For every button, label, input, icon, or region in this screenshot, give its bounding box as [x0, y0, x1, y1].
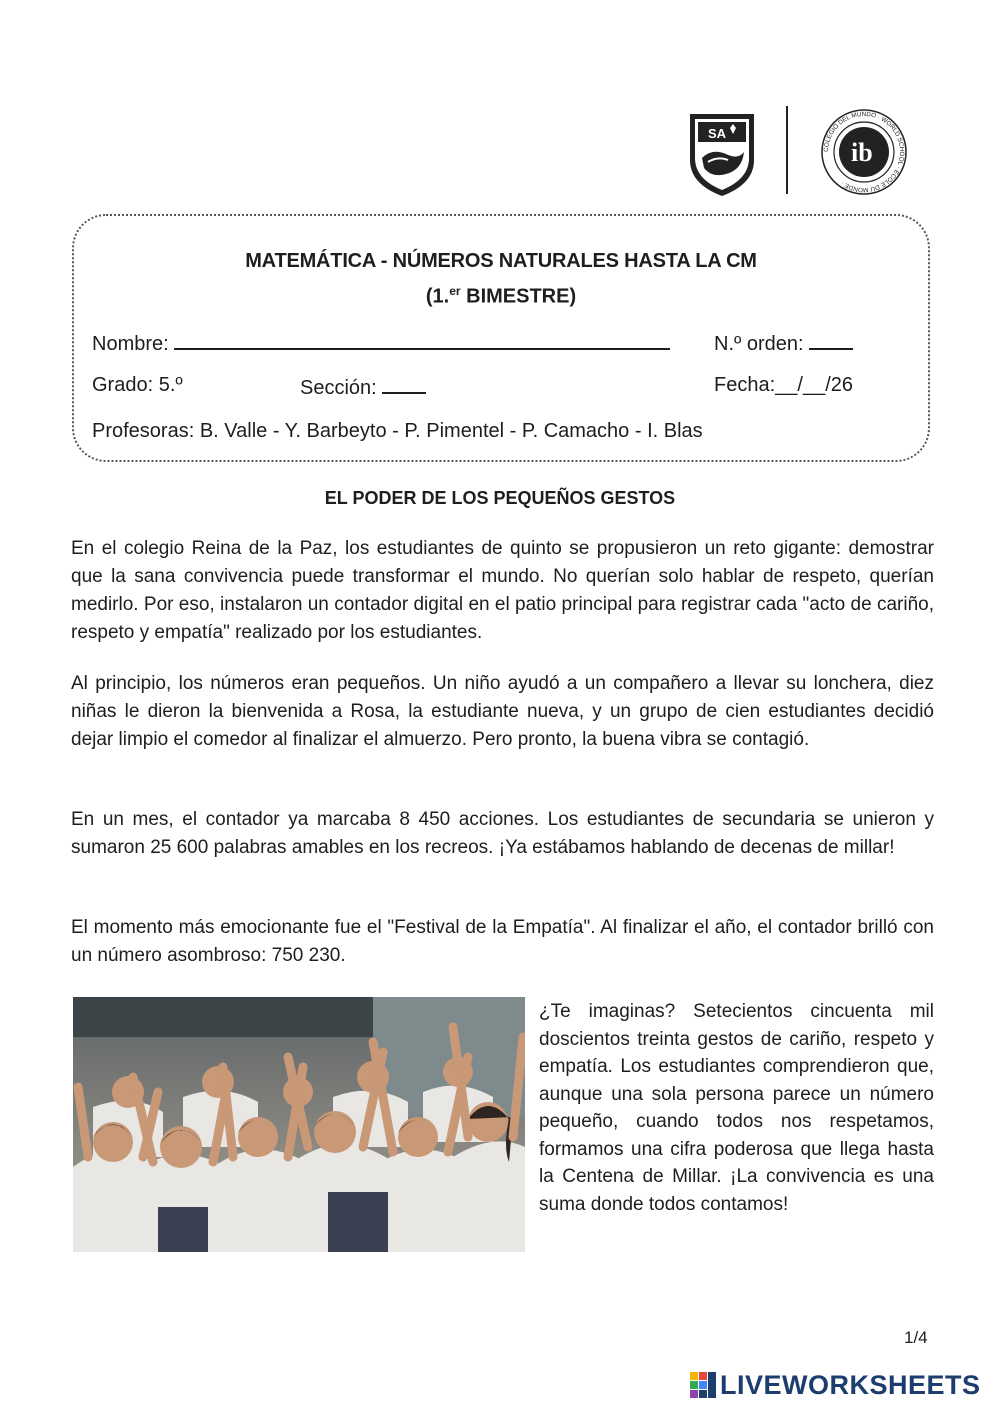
ib-world-school-logo [820, 108, 908, 196]
grade-label: Grado: 5.º [92, 374, 183, 396]
story-title: EL PODER DE LOS PEQUEÑOS GESTOS [324, 488, 676, 508]
svg-text:COLEGIO DEL MUNDO · WORLD SCHO: COLEGIO DEL MUNDO · WORLD SCHOOL · ÉCOLE DU MONDE · [822, 110, 906, 194]
worksheet-subtitle: (1.$^{er}$ BIMESTRE) [425, 284, 577, 308]
students-celebrating-photo [73, 997, 525, 1252]
order-input-line[interactable] [809, 330, 853, 350]
svg-text:SA: SA [708, 126, 727, 141]
teachers-line: Profesoras: B. Valle - Y. Barbeyto - P. Pimentel - P. Camacho - I. Blas [92, 420, 703, 442]
worksheet-title: MATEMÁTICA - NÚMEROS NATURALES HASTA LA CM [245, 250, 757, 272]
liveworksheets-logo-icon [690, 1372, 718, 1398]
section-field [300, 374, 426, 400]
section-label: Sección: [300, 377, 377, 399]
liveworksheets-brand[interactable] [690, 1370, 981, 1400]
section-input-line[interactable] [382, 374, 426, 394]
student-info-box [72, 214, 930, 462]
story-paragraph-4: El momento más emocionante fue el "Festival de la Empatía". Al finalizar el año, el contador brilló con un número asombroso: 750 230. [71, 917, 934, 966]
logo-separator [786, 106, 788, 194]
name-input-line[interactable] [174, 330, 670, 350]
order-label: N.º orden: [714, 333, 804, 355]
story-paragraph-2: Al principio, los números eran pequeños. Un niño ayudó a un compañero a llevar su lonchera, diez niñas le dieron la bienvenida a Rosa, la estudiante nueva, y un grupo de cien estudiantes decidió dejar limpio el comedor al finalizar el almuerzo. Pero pronto, la buena vibra se contagió. [71, 673, 934, 750]
school-shield-logo [686, 108, 758, 198]
liveworksheets-wordmark: LIVEWORKSHEETS [720, 1369, 981, 1400]
svg-text:ib: ib [851, 138, 873, 167]
story-paragraph-3: En un mes, el contador ya marcaba 8 450 acciones. Los estudiantes de secundaria se unieron y sumaron 25 600 palabras amables en los recreos. ¡Ya estábamos hablando de decenas de millar! [71, 809, 934, 858]
date-field[interactable]: Fecha:__/__/26 [714, 374, 853, 396]
story-closing-paragraph: ¿Te imaginas? Setecientos cincuenta mil doscientos treinta gestos de cariño, respeto y empatía. Los estudiantes comprendieron que, aunque una sola persona parece un número pequeño, cuando todos nos respetamos, formamos una cifra poderosa que llega hasta la Centena de Millar. ¡La convivencia es una suma donde todos contamos! [539, 1001, 934, 1215]
name-field [92, 330, 670, 356]
header-logos [686, 104, 916, 196]
students-photo-illustration [73, 997, 525, 1252]
story-paragraph-1: En el colegio Reina de la Paz, los estudiantes de quinto se propusieron un reto gigante: demostrar que la sana convivencia puede transformar el mundo. No querían solo hablar de respeto, querían medirlo. Por eso, instalaron un contador digital en el patio principal para registrar cada "acto de cariño, respeto y empatía" realizado por los estudiantes. [71, 538, 934, 643]
page-number: 1/4 [904, 1328, 928, 1347]
name-label: Nombre: [92, 333, 169, 355]
order-field [714, 330, 853, 356]
